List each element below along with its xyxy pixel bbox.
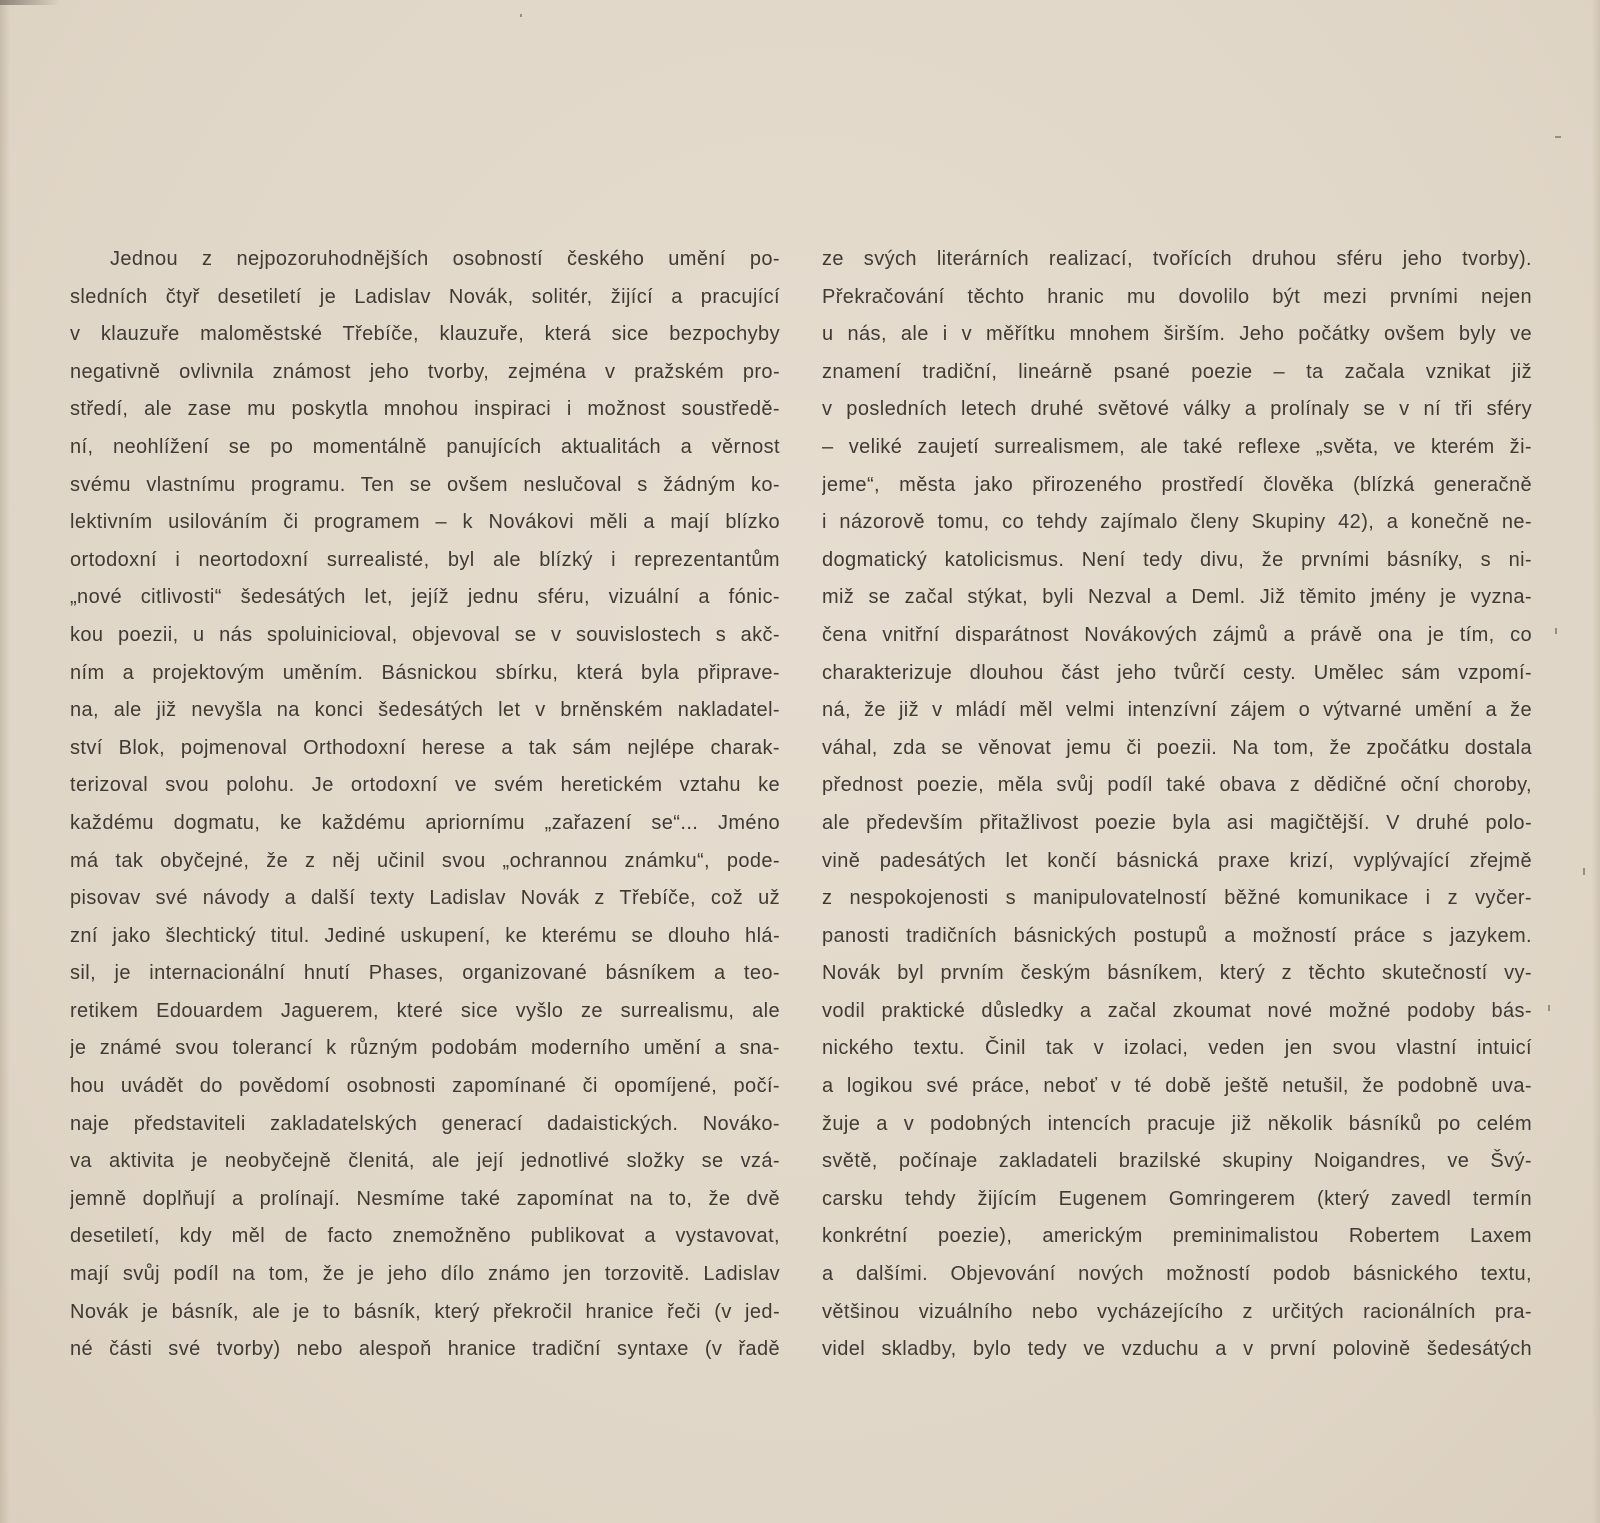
text-line: a dalšími. Objevování nových možností podob básnického textu, — [822, 1263, 1532, 1286]
text-line: negativně ovlivnila známost jeho tvorby, zejména v pražském pro- — [70, 360, 780, 383]
page-right-edge-shadow — [1592, 0, 1600, 1523]
text-line: „nové citlivosti“ šedesátých let, jejíž jednu sféru, vizuální a fónic- — [70, 586, 780, 609]
text-line: Novák byl prvním českým básníkem, který z těchto skutečností vy- — [822, 962, 1532, 985]
paper-speck — [1555, 136, 1561, 138]
text-line: Jednou z nejpozoruhodnějších osobností českého umění po- — [110, 248, 780, 270]
text-line: ství Blok, pojmenoval Orthodoxní herese a tak sám nejlépe charak- — [70, 736, 780, 759]
text-line: hou uvádět do povědomí osobnosti zapomínané či opomíjené, počí- — [70, 1075, 780, 1098]
text-line: má tak obyčejné, že z něj učinil svou „ochrannou známku“, pode- — [70, 849, 780, 872]
text-line: desetiletí, kdy měl de facto znemožněno publikovat a vystavovat, — [70, 1225, 780, 1248]
text-line: většinou vizuálního nebo vycházejícího z určitých racionálních pra- — [822, 1300, 1532, 1323]
text-line: ortodoxní i neortodoxní surrealisté, byl ale blízký i reprezentantům — [70, 548, 780, 571]
text-line: nického textu. Činil tak v izolaci, veden jen svou vlastní intuicí — [822, 1037, 1532, 1060]
text-line: ním a projektovým uměním. Básnickou sbírku, která byla připrave- — [70, 661, 780, 684]
text-line: jeme“, města jako přirozeného prostředí člověka (blízká generačně — [822, 473, 1532, 496]
text-line: ale především přitažlivost poezie byla asi magičtější. V druhé polo- — [822, 811, 1532, 834]
text-line: zní jako šlechtický titul. Jediné uskupení, ke kterému se dlouho hlá- — [70, 924, 780, 947]
text-line: přednost poezie, měla svůj podíl také obava z dědičné oční choroby, — [822, 774, 1532, 797]
paper-speck — [1555, 628, 1557, 634]
text-line: na, ale již nevyšla na konci šedesátých let v brněnském nakladatel- — [70, 699, 780, 722]
text-line: kou poezii, u nás spoluinicioval, objevoval se v souvislostech s akč- — [70, 623, 780, 646]
text-line: charakterizuje dlouhou část jeho tvůrčí cesty. Umělec sám vzpomí- — [822, 661, 1532, 684]
text-line: světě, počínaje zakladateli brazilské skupiny Noigandres, ve Švý- — [822, 1150, 1532, 1173]
text-line: – veliké zaujetí surrealismem, ale také reflexe „světa, ve kterém ži- — [822, 435, 1532, 458]
text-line: videl skladby, bylo tedy ve vzduchu a v první polovině šedesátých — [822, 1338, 1532, 1361]
text-line: žuje a v podobných intencích pracuje již několik básníků po celém — [822, 1112, 1532, 1135]
text-line: sledních čtyř desetiletí je Ladislav Novák, solitér, žijící a pracující — [70, 285, 780, 308]
text-line: u nás, ale i v měřítku mnohem širším. Jeho počátky ovšem byly ve — [822, 323, 1532, 346]
text-line: terizoval svou polohu. Je ortodoxní ve svém heretickém vztahu ke — [70, 774, 780, 797]
text-line: pisovav své návody a další texty Ladislav Novák z Třebíče, což už — [70, 887, 780, 910]
text-line: a logikou své práce, neboť v té době ještě netušil, že podobně uva- — [822, 1075, 1532, 1098]
text-line: ze svých literárních realizací, tvořících druhou sféru jeho tvorby). — [822, 248, 1532, 270]
text-line: carsku tehdy žijícím Eugenem Gomringerem (který zavedl termín — [822, 1187, 1532, 1210]
text-line: va aktivita je neobyčejně členitá, ale její jednotlivé složky se vzá- — [70, 1150, 780, 1173]
text-line: Překračování těchto hranic mu dovolilo být mezi prvními nejen — [822, 285, 1532, 308]
text-line: vině padesátých let končí básnická praxe krizí, vyplývající zřejmě — [822, 849, 1532, 872]
text-line: ní, neohlížení se po momentálně panujících aktualitách a věrnost — [70, 435, 780, 458]
text-line: váhal, zda se věnovat jemu či poezii. Na tom, že zpočátku dostala — [822, 736, 1532, 759]
text-line: znamení tradiční, lineárně psané poezie – ta začala vznikat již — [822, 360, 1532, 383]
paper-speck — [1548, 1005, 1550, 1011]
text-line: ná, že již v mládí měl velmi intenzívní zájem o výtvarné umění a že — [822, 699, 1532, 722]
page-left-edge-shadow — [0, 0, 10, 1523]
text-line: i názorově tomu, co tehdy zajímalo členy Skupiny 42), a konečně ne- — [822, 511, 1532, 534]
text-line: dogmatický katolicismus. Není tedy divu, že prvními básníky, s ni- — [822, 548, 1532, 571]
text-line: né části své tvorby) nebo alespoň hranice tradiční syntaxe (v řadě — [70, 1338, 780, 1361]
text-line: každému dogmatu, ke každému apriornímu „zařazení se“... Jméno — [70, 811, 780, 834]
text-line: naje představiteli zakladatelských generací dadaistických. Nováko- — [70, 1112, 780, 1135]
text-line: je známé svou tolerancí k různým podobám moderního umění a sna- — [70, 1037, 780, 1060]
text-line: z nespokojenosti s manipulovatelností běžné komunikace i z vyčer- — [822, 887, 1532, 910]
text-line: konkrétní poezie), americkým preminimalistou Robertem Laxem — [822, 1225, 1532, 1248]
text-line: v posledních letech druhé světové války a prolínaly se v ní tři sféry — [822, 398, 1532, 421]
text-line: retikem Edouardem Jaguerem, které sice vyšlo ze surrealismu, ale — [70, 999, 780, 1022]
text-line: svému vlastnímu programu. Ten se ovšem neslučoval s žádným ko- — [70, 473, 780, 496]
text-line: Novák je básník, ale je to básník, který překročil hranice řeči (v jed- — [70, 1300, 780, 1323]
paper-speck — [520, 14, 522, 17]
text-line: středí, ale zase mu poskytla mnohou inspiraci i možnost soustředě- — [70, 398, 780, 421]
text-line: mají svůj podíl na tom, že je jeho dílo známo jen torzovitě. Ladislav — [70, 1263, 780, 1286]
text-column-left — [70, 241, 780, 1369]
text-line: lektivním usilováním či programem – k Novákovi měli a mají blízko — [70, 511, 780, 534]
text-line: sil, je internacionální hnutí Phases, organizované básníkem a teo- — [70, 962, 780, 985]
text-line: vodil praktické důsledky a začal zkoumat nové možné podoby bás- — [822, 999, 1532, 1022]
text-line: miž se začal stýkat, byli Nezval a Deml. Již těmito jmény je vyzna- — [822, 586, 1532, 609]
paper-speck — [1583, 868, 1585, 875]
text-line: panosti tradičních básnických postupů a možností práce s jazykem. — [822, 924, 1532, 947]
text-line: čena vnitřní disparátnost Novákových zájmů a právě ona je tím, co — [822, 623, 1532, 646]
text-column-right — [822, 241, 1532, 1369]
text-line: v klauzuře maloměstské Třebíče, klauzuře, která sice bezpochyby — [70, 323, 780, 346]
text-line: jemně doplňují a prolínají. Nesmíme také zapomínat na to, že dvě — [70, 1187, 780, 1210]
page-top-corner-mark — [0, 0, 60, 5]
